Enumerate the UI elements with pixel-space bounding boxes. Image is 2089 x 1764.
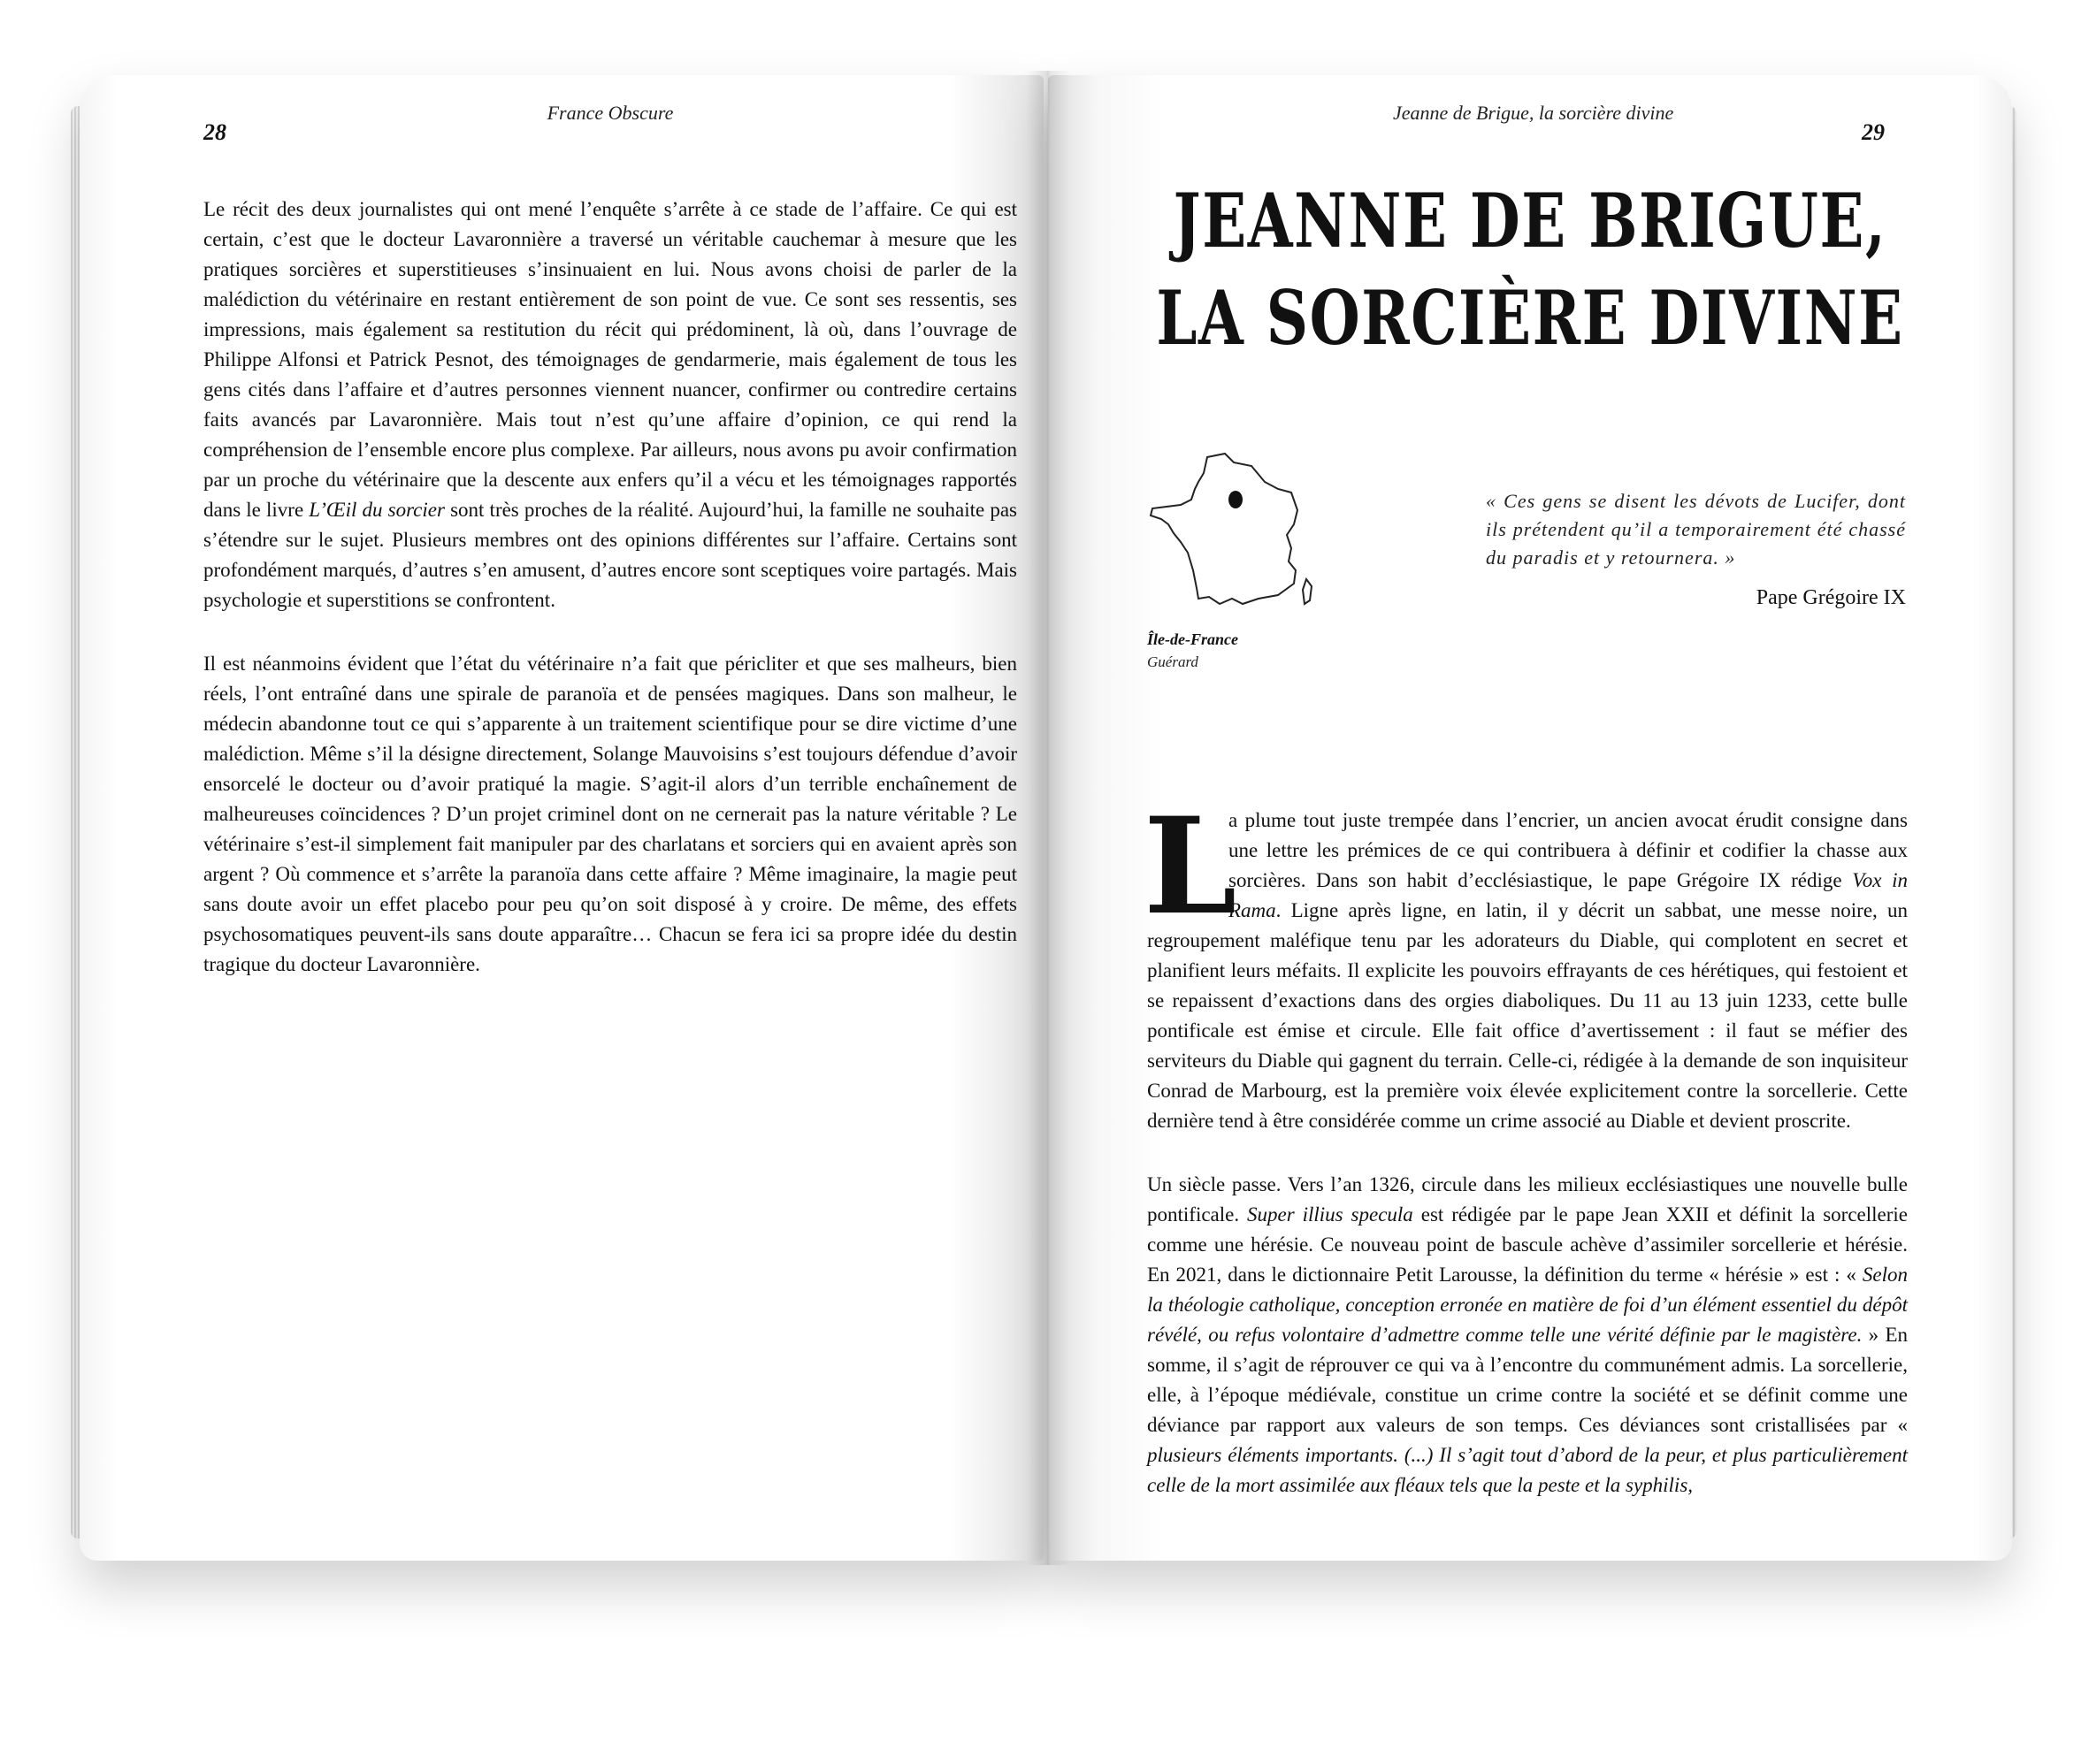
paragraph: Un siècle passe. Vers l’an 1326, circule dans les milieux ecclésiastiques une nouvelle bulle pontificale. Super illius specula est rédigée par le pape Jean XXII et définit la sorcellerie comme une hérésie. Ce nouveau point de bascule achève d’assimiler sorcellerie et hérésie. En 2021, dans le dictionnaire Petit Larousse, la définition du terme « hérésie » est : « Selon la théologie catholique, conception erronée en matière de foi d’un élément essentiel du dépôt révélé, ou refus volontaire d’admettre comme telle une vérité définie par le magistère. » En somme, il s’agit de réprouver ce qui va à l’encontre du communément admis. La sorcellerie, elle, à l’époque médiévale, constitue un crime contre la société et se définit comme une déviance par rapport aux valeurs de son temps. Ces déviances sont cristallisées par « plusieurs éléments importants. (...) Il s’agit tout d’abord de la peur, et plus particulièrement celle de la mort assimilée aux fléaux tels que la peste et la syphilis, xyxy=(1147,1173,1908,1496)
running-head: Jeanne de Brigue, la sorcière divine xyxy=(1393,102,1674,124)
right-page xyxy=(1048,75,2012,1561)
france-map xyxy=(1145,447,1322,676)
running-head: France Obscure xyxy=(547,102,674,124)
map-region-label: Île-de-France xyxy=(1147,630,1238,648)
left-page xyxy=(80,75,1044,1561)
paragraph: Il est néanmoins évident que l’état du vétérinaire n’a fait que péricliter et que ses malheurs, bien réels, l’ont entraîné dans une spirale de paranoïa et de pensées magiques. Dans son malheur, le médecin abandonne tout ce qui s’apparente à un traitement scientifique pour se dire victime d’une malédiction. Même s’il la désigne directement, Solange Mauvoisins s’est toujours défendue d’avoir ensorcelé le docteur ou d’avoir pratiqué la magie. S’agit-il alors d’un terrible enchaînement de malheureuses coïncidences ? D’un projet criminel dont on ne cernerait pas la nature véritable ? Le vétérinaire s’est-il simplement fait manipuler par des charlatans et sorciers qui en avaient après son argent ? Où commence et s’arrête la paranoïa dans cette affaire ? Même imaginaire, la magie peut sans doute avoir un effet placebo pour peu qu’on soit disposé à y croire. De même, des effets psychosomatiques peuvent-ils sans doute apparaître… Chacun se fera ici sa propre idée du destin tragique du docteur Lavaronnière. xyxy=(203,653,1017,975)
drop-cap: L xyxy=(1144,789,1237,944)
page-number: 28 xyxy=(203,119,226,145)
epigraph-quote: « Ces gens se disent les dévots de Lucifer, dont ils prétendent qu’il a temporairement été chassé du paradis et y retournera. » xyxy=(1486,490,1906,569)
paragraph: a plume tout juste trempée dans l’encrier, un ancien avocat érudit consigne dans une lettre les prémices de ce qui contribuera à définir et codifier la chasse aux sorcières. Dans son habit d’ecclésiastique, le pape Grégoire IX rédige Vox in Rama. Ligne après ligne, en latin, il y décrit un sabbat, une messe noire, un regroupement maléfique tenu par les adorateurs du Diable, qui complotent en secret et planifient leurs méfaits. Il explicite les pouvoirs effrayants de ces hérétiques, qui festoient et se repaissent d’exactions dans des orgies diaboliques. Du 11 au 13 juin 1233, cette bulle pontificale est émise et circule. Elle fait office d’avertissement : il faut se méfier des serviteurs du Diable qui gagnent du terrain. Celle-ci, rédigée à la demande de son inquisiteur Conrad de Marbourg, est la première voix élevée explicitement contre la sorcellerie. Cette dernière tend à être considérée comme un crime associé au Diable et devient proscrite. xyxy=(1147,809,1908,1132)
paragraph: Le récit des deux journalistes qui ont mené l’enquête s’arrête à ce stade de l’affaire. Ce qui est certain, c’est que le docteur Lavaronnière a traversé un véritable cauchemar à mesure que les pratiques sorcières et superstitieuses s’insinuaient en lui. Nous avons choisi de parler de la malédiction du vétérinaire en restant entièrement de son point de vue. Ce sont ses ressentis, ses impressions, mais également sa restitution du récit qui prédominent, là où, dans l’ouvrage de Philippe Alfonsi et Patrick Pesnot, des témoignages de gendarmerie, mais également de tous les gens cités dans l’affaire et d’autres personnes viennent nuancer, confirmer ou contredire certains faits avancés par Lavaronnière. Mais tout n’est qu’une affaire d’opinion, ce qui rend la compréhension de l’ensemble encore plus complexe. Par ailleurs, nous avons pu avoir confirmation par un proche du vétérinaire que la descente aux enfers qu’il a vécu et les témoignages rapportés dans le livre L’Œil du sorcier sont très proches de la réalité. Aujourd’hui, la famille ne souhaite pas s’étendre sur le sujet. Plusieurs membres ont des opinions différentes sur l’affaire. Certains sont profondément marqués, d’autres s’en amusent, d’autres encore sont sceptiques voire partagés. Mais psychologie et superstitions se confrontent. xyxy=(203,198,1018,611)
body-text xyxy=(1147,806,1908,1534)
body-text xyxy=(203,195,1017,1013)
chapter-title-line: JEANNE DE BRIGUE, xyxy=(1173,177,1887,264)
epigraph-author: Pape Grégoire IX xyxy=(1756,586,1906,609)
chapter-title-line: LA SORCIÈRE DIVINE xyxy=(1156,274,1904,362)
document-title: Super illius specula xyxy=(1247,1203,1413,1226)
book-title: L’Œil du sorcier xyxy=(309,499,445,521)
map-town-label: Guérard xyxy=(1147,653,1198,670)
definition-quote: Selon la théologie catholique, conception erronée en matière de foi d’un élément essentiel du dépôt révélé, ou refus volontaire d’admettre comme telle une vérité définie par le magistère. xyxy=(1147,1264,1908,1346)
book-gutter xyxy=(1026,71,1070,1565)
chapter-title xyxy=(1154,172,1906,367)
cited-quote: plusieurs éléments importants. (...) Il s’agit tout d’abord de la peur, et plus particulièrement celle de la mort assimilée aux fléaux tels que la peste et la syphilis, xyxy=(1147,1444,1908,1496)
document-title: Vox in Rama xyxy=(1228,869,1908,921)
page-number: 29 xyxy=(1862,119,1885,145)
